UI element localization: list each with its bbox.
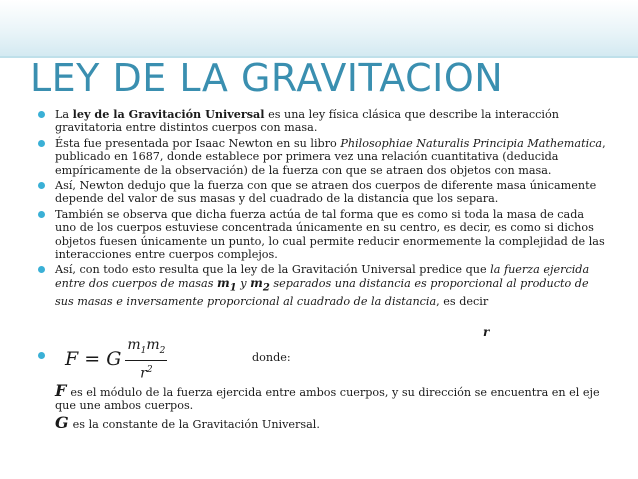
gravitation-formula	[65, 337, 167, 381]
definition-force	[55, 381, 607, 413]
bullet-2-book-title: Philosophiae Naturalis Principia Mathematica	[340, 136, 603, 150]
bullet-dot-icon	[38, 211, 45, 218]
bullet-dot-icon	[38, 111, 45, 118]
definitions	[55, 381, 607, 434]
formula-denominator	[140, 361, 152, 382]
bullet-1-bold: ley de la Gravitación Universal	[72, 107, 265, 121]
distance-symbol: r	[483, 325, 490, 339]
constant-definition-text: es la constante de la Gravitación Universal.	[72, 417, 320, 431]
den-exponent: 2	[146, 364, 153, 375]
mass-2-letter: m	[250, 275, 263, 290]
bullet-2-post: , publicado en 1687, donde establece por primera vez una relación cuantitativa (deducida empíricamente de la observación) de la fuerza con que se atraen dos objetos con masa.	[55, 136, 606, 177]
mass-1-symbol	[217, 275, 237, 294]
header-band	[0, 0, 638, 58]
bullet-1-pre: La	[55, 108, 73, 121]
slide-title: LEY DE LA GRAVITACION	[30, 56, 504, 100]
bullet-item-5	[38, 263, 606, 308]
mass-1-letter: m	[217, 275, 230, 290]
bullet-dot-icon	[38, 182, 45, 189]
bullet-5-post: , es decir	[436, 294, 489, 308]
num-m1: m	[127, 337, 141, 353]
bullet-4-text: También se observa que dicha fuerza actúa de tal forma que es como si toda la masa de cada uno de los cuerpos estuviese concentrada únicamente en su centro, es decir, es como si dichos objetos fuesen únicamente un punto, lo cual permite reducir enormemente la complejidad de las interacciones entre cuerpos complejos.	[55, 207, 605, 262]
formula-row	[38, 332, 606, 382]
mass-2-symbol	[250, 275, 270, 294]
force-definition-text: es el módulo de la fuerza ejercida entre ambos cuerpos, y su dirección se encuentra en el eje que une ambos cuerpos.	[55, 386, 600, 413]
bullet-5-italic-1: la fuerza ejercida entre dos cuerpos de masas	[55, 263, 590, 290]
den-r: r	[140, 365, 147, 382]
bullet-dot-icon	[38, 140, 45, 147]
donde-label: donde:	[252, 351, 291, 364]
bullet-item-4	[38, 208, 606, 262]
num-m1-sub: 1	[140, 345, 147, 356]
bullet-item-3	[38, 179, 606, 206]
bullet-1-post: es una ley física clásica que describe la interacción gravitatoria entre distintos cuerpos con masa.	[55, 108, 559, 135]
num-m2: m	[146, 337, 160, 353]
bullet-2-pre: Ésta fue presentada por Isaac Newton en su libro	[55, 136, 341, 150]
bullet-5-pre: Así, con todo esto resulta que la ley de la Gravitación Universal predice que	[55, 263, 491, 277]
mass-1-subscript: 1	[229, 282, 237, 294]
mass-2-subscript: 2	[262, 282, 270, 294]
bullet-5-italic-2: separados una distancia	[269, 276, 415, 290]
bullet-3-text: Así, Newton dedujo que la fuerza con que se atraen dos cuerpos de diferente masa únicamente depende del valor de sus masas y del cuadrado de la distancia que los separa.	[55, 179, 597, 206]
bullet-5-italic-3: es proporcional al producto de sus masas e inversamente proporcional al cuadrado de la distancia	[55, 276, 589, 308]
formula-fraction	[125, 337, 167, 381]
formula-constant: G	[106, 348, 122, 371]
formula-numerator	[125, 337, 167, 361]
bullet-5-conj: y	[236, 276, 251, 290]
bullet-dot-icon	[38, 266, 45, 273]
constant-symbol: G	[55, 412, 69, 432]
bullet-item-2	[38, 137, 606, 177]
bullet-item-1	[38, 108, 606, 135]
num-m2-sub: 2	[159, 345, 166, 356]
force-symbol: F	[55, 381, 67, 400]
bullet-dot-icon	[38, 352, 45, 359]
formula-equals: =	[78, 348, 107, 371]
formula-force: F	[65, 348, 79, 371]
slide-body	[38, 108, 606, 310]
definition-constant	[55, 412, 607, 432]
